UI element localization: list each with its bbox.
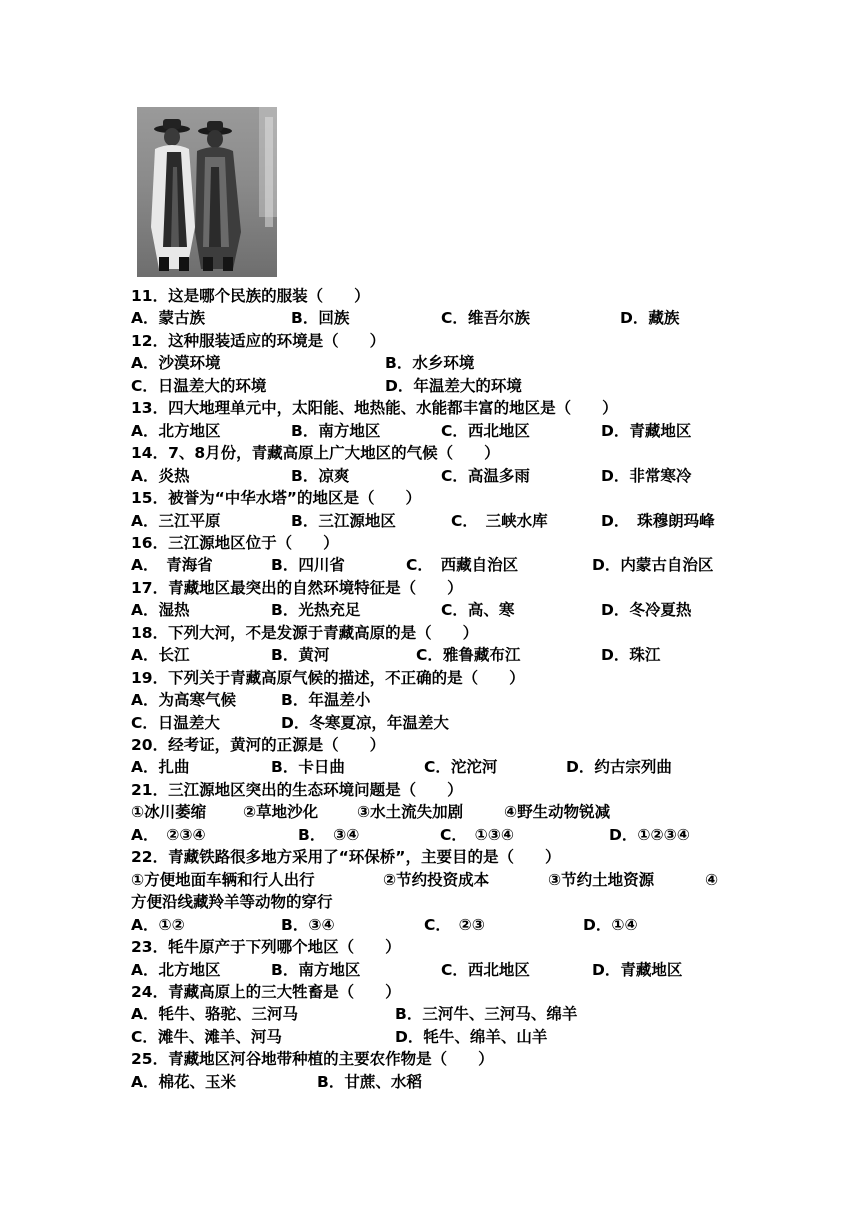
photo-two-tibetan-men-in-traditional-robes-and-hats-icon [137, 107, 277, 277]
answer-option: B．光热充足 [271, 601, 361, 620]
answer-option: D． 珠穆朗玛峰 [601, 511, 715, 530]
answer-option: D．牦牛、绵羊、山羊 [395, 1027, 548, 1046]
answer-option: A． ②③④ [131, 825, 206, 844]
option-row [0, 712, 860, 734]
answer-option: ③水土流失加剧 [357, 803, 464, 822]
answer-option: B．黄河 [271, 646, 330, 665]
answer-option: ③节约土地资源 [548, 870, 655, 889]
question-text: 17．青藏地区最突出的自然环境特征是（ ） [131, 578, 463, 597]
option-row [0, 824, 860, 846]
answer-option: A．湿热 [131, 601, 190, 620]
answer-option: ②草地沙化 [243, 803, 319, 822]
answer-option: D．藏族 [620, 309, 680, 328]
answer-option: C．维吾尔族 [441, 309, 530, 328]
tibetan-clothing-photo [137, 107, 277, 277]
option-row [0, 689, 860, 711]
answer-option: A．北方地区 [131, 960, 221, 979]
answer-option: B． ③④ [298, 825, 360, 844]
answer-option: D．珠江 [601, 646, 661, 665]
answer-option: A． 青海省 [131, 556, 213, 575]
question-text: 25．青藏地区河谷地带种植的主要农作物是（ ） [131, 1050, 494, 1069]
answer-option: B．四川省 [271, 556, 345, 575]
option-row [0, 599, 860, 621]
option-row [0, 801, 860, 823]
answer-option: D．冬冷夏热 [601, 601, 692, 620]
option-row [0, 1026, 860, 1048]
answer-option: D．①②③④ [609, 825, 690, 844]
answer-option: D．内蒙古自治区 [592, 556, 714, 575]
option-row [0, 375, 860, 397]
question-text: 16．三江源地区位于（ ） [131, 533, 339, 552]
answer-option: A．为高寒气候 [131, 691, 236, 710]
answer-option: B．南方地区 [271, 960, 361, 979]
answer-option: A．长江 [131, 646, 190, 665]
answer-option: A．扎曲 [131, 758, 190, 777]
answer-option: C．西北地区 [441, 960, 530, 979]
answer-option: C． 三峡水库 [451, 511, 548, 530]
answer-option: B．甘蔗、水稻 [317, 1072, 422, 1091]
question-text: 方便沿线藏羚羊等动物的穿行 [131, 893, 333, 912]
answer-option: D．青藏地区 [592, 960, 683, 979]
question-text: 12．这种服装适应的环境是（ ） [131, 331, 386, 350]
answer-option: C．日温差大的环境 [131, 376, 267, 395]
answer-option: A．牦牛、骆驼、三河马 [131, 1005, 298, 1024]
answer-option: C． ②③ [424, 915, 485, 934]
answer-option: B．三河牛、三河马、绵羊 [395, 1005, 578, 1024]
answer-option: D．年温差大的环境 [385, 376, 522, 395]
answer-option: B．南方地区 [291, 421, 381, 440]
answer-option: C． ①③④ [440, 825, 514, 844]
answer-option: C．高、寒 [441, 601, 515, 620]
option-row [0, 959, 860, 981]
question-text: 18．下列大河，不是发源于青藏高原的是（ ） [131, 623, 479, 642]
question-text: 11．这是哪个民族的服装（ ） [131, 287, 370, 305]
answer-option: A．棉花、玉米 [131, 1072, 236, 1091]
option-row [0, 1003, 860, 1025]
option-row [0, 644, 860, 666]
answer-option: C．日温差大 [131, 713, 220, 732]
answer-option: ①冰川萎缩 [131, 803, 207, 822]
answer-option: B．③④ [281, 915, 335, 934]
answer-option: C． 西藏自治区 [406, 556, 519, 575]
option-row [0, 756, 860, 778]
answer-option: A．三江平原 [131, 511, 221, 530]
option-row [0, 510, 860, 532]
answer-option: D．①④ [583, 915, 638, 934]
answer-option: A．沙漠环境 [131, 354, 221, 373]
question-text: 19．下列关于青藏高原气候的描述，不正确的是（ ） [131, 668, 525, 687]
answer-option: B．三江源地区 [291, 511, 396, 530]
option-row [0, 869, 860, 891]
answer-option: ④ [705, 870, 719, 889]
option-row [0, 1071, 860, 1093]
question-text: 24．青藏高原上的三大牲畜是（ ） [131, 982, 401, 1001]
answer-option: A．北方地区 [131, 421, 221, 440]
answer-option: D．青藏地区 [601, 421, 692, 440]
question-text: 13．四大地理单元中，太阳能、地热能、水能都丰富的地区是（ ） [131, 399, 618, 418]
option-row [0, 554, 860, 576]
question-text: 23．牦牛原产于下列哪个地区（ ） [131, 938, 401, 957]
option-row [0, 420, 860, 442]
question-text: 22．青藏铁路很多地方采用了“环保桥”，主要目的是（ ） [131, 848, 561, 867]
option-row [0, 307, 860, 329]
answer-option: C．西北地区 [441, 421, 530, 440]
question-text: 15．被誉为“中华水塔”的地区是（ ） [131, 489, 421, 508]
answer-option: C．雅鲁藏布江 [416, 646, 521, 665]
option-row [0, 465, 860, 487]
answer-option: ①方便地面车辆和行人出行 [131, 870, 315, 889]
answer-option: A．蒙古族 [131, 309, 205, 328]
answer-option: B．卡日曲 [271, 758, 345, 777]
answer-option: C．高温多雨 [441, 466, 530, 485]
option-row [0, 914, 860, 936]
answer-option: C．沱沱河 [424, 758, 498, 777]
question-text: 21．三江源地区突出的生态环境问题是（ ） [131, 780, 463, 799]
answer-option: ④野生动物锐减 [504, 803, 611, 822]
answer-option: D．非常寒冷 [601, 466, 692, 485]
answer-option: B．水乡环境 [385, 354, 475, 373]
answer-option: B．年温差小 [281, 691, 371, 710]
option-row [0, 352, 860, 374]
answer-option: B．凉爽 [291, 466, 350, 485]
question-text: 14．7、8月份，青藏高原上广大地区的气候（ ） [131, 444, 500, 463]
answer-option: C．滩牛、滩羊、河马 [131, 1027, 282, 1046]
answer-option: D．约古宗列曲 [566, 758, 672, 777]
answer-option: A．炎热 [131, 466, 190, 485]
answer-option: D．冬寒夏凉，年温差大 [281, 713, 449, 732]
answer-option: ②节约投资成本 [383, 870, 490, 889]
question-text: 20．经考证，黄河的正源是（ ） [131, 736, 386, 754]
answer-option: A．①② [131, 915, 185, 934]
answer-option: B．回族 [291, 309, 350, 328]
